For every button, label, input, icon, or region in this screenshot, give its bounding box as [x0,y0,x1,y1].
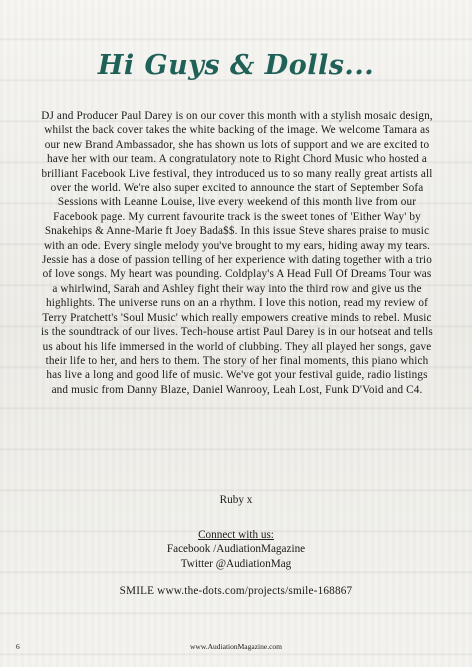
connect-section [0,528,472,571]
editorial-text: DJ and Producer Paul Darey is on our cover this month with a stylish mosaic design, whilst the back cover takes the white backing of the image. We welcome Tamara as our new Brand Ambassador, she has shown us lots of support and we are excited to have her with our team. A congratulatory note to Right Chord Music who hosted a brilliant Facebook Live festival, they introduced us to so many really great artists all over the world. We're also super excited to announce the start of September Sofa Sessions with Leanne Louise, live every weekend of this month live from our Facebook page. My current favourite track is the sweet tones of 'Either Way' by Snakehips & Anne-Marie ft Joey Bada$$. In this issue Steve shares praise to music with an ode. Every single melody you've brought to my ears, hiding away my tears. Jessie has a dose of passion telling of her experience with dating together with a trio of love songs. My heart was pounding. Coldplay's A Head Full Of Dreams Tour was a whirlwind, Sarah and Ashley fight their way into the third row and give us the highlights. The universe runs on an a rhythm. I love this notion, read my review of Terry Pratchett's 'Soul Music' which really empowers creative minds to rebel. Music is the soundtrack of our lives. Tech-house artist Paul Darey is in our hotseat and tells us about his life immersed in the world of clubbing. They all played her songs, gave their life to her, and hers to them. The story of her final moments, this piano which has live a long and good life of music. We've got your festival guide, radio listings and music from Danny Blaze, Daniel Wanrooy, Leah Lost, Funk D'Void and C4. [41,110,433,396]
facebook-link[interactable]: Facebook /AudiationMagazine [166,543,306,556]
signoff: Ruby x [219,494,253,506]
smile-link[interactable]: SMILE www.the-dots.com/projects/smile-168867 [119,585,353,597]
page-number: 6 [16,642,20,651]
page-heading: Hi Guys & Dolls... [97,50,375,81]
connect-title: Connect with us: [198,529,274,541]
twitter-link[interactable]: Twitter @AudiationMag [180,557,292,570]
website-footer[interactable]: www.AudiationMagazine.com [190,642,282,651]
